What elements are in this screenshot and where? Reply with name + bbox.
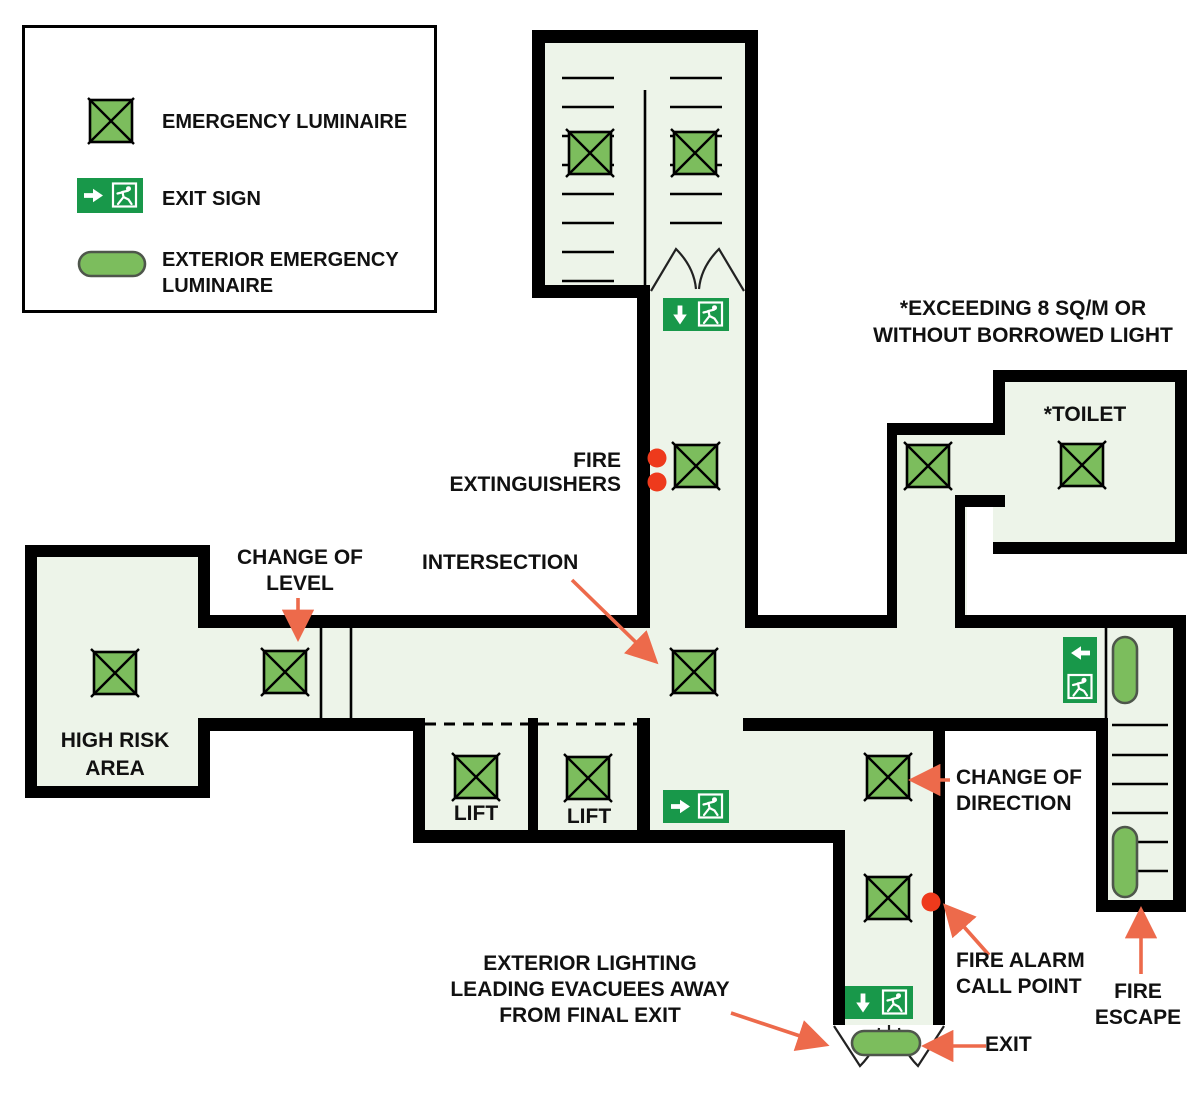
- wall-segment: [1096, 718, 1108, 912]
- emergency-luminaire: [864, 753, 912, 801]
- wall-segment: [532, 30, 545, 298]
- fire-extinguisher-dot: [648, 473, 667, 492]
- emergency-luminaire: [1058, 441, 1106, 489]
- emergency-luminaire: [670, 648, 718, 696]
- exterior-lighting-arrow: [731, 1013, 821, 1043]
- wall-segment: [887, 423, 1005, 435]
- legend-label-emergency-luminaire: EMERGENCY LUMINAIRE: [162, 111, 408, 133]
- label-lift-left: LIFT: [453, 802, 499, 825]
- label-exterior-lighting-line3: FROM FINAL EXIT: [499, 1004, 681, 1027]
- emergency-luminaire: [452, 753, 500, 801]
- wall-segment: [528, 718, 538, 843]
- exit-sign-right: [663, 790, 729, 823]
- exit-sign-left-vertical: [1063, 637, 1097, 703]
- emergency-luminaire: [904, 442, 952, 490]
- label-high-risk-line2: AREA: [85, 757, 145, 780]
- label-exit: EXIT: [985, 1033, 1032, 1056]
- wall-segment: [758, 615, 887, 628]
- exit-sign-down-final: [845, 986, 913, 1019]
- label-exceeding-line1: *EXCEEDING 8 SQ/M OR: [899, 297, 1147, 320]
- label-change-of-direction-line1: CHANGE OF: [956, 766, 1082, 789]
- wall-segment: [955, 495, 1005, 507]
- exit-sign-down: [663, 298, 729, 331]
- wall-segment: [955, 495, 965, 628]
- emergency-luminaire: [261, 648, 309, 696]
- wall-segment: [993, 542, 1187, 554]
- wall-segment: [965, 615, 1186, 628]
- emergency-luminaire: [864, 874, 912, 922]
- wall-segment: [25, 545, 37, 798]
- label-exterior-lighting-line1: EXTERIOR LIGHTING: [483, 952, 697, 975]
- wall-segment: [198, 718, 210, 798]
- wall-segment: [413, 830, 845, 843]
- floor-fire-escape: [1096, 615, 1186, 912]
- emergency-luminaire: [671, 129, 719, 177]
- label-exceeding-line2: WITHOUT BORROWED LIGHT: [873, 324, 1173, 347]
- legend-label-exit-sign: EXIT SIGN: [162, 188, 261, 210]
- wall-segment: [1173, 615, 1186, 912]
- wall-segment: [993, 370, 1187, 382]
- label-fire-extinguishers-line2: EXTINGUISHERS: [449, 473, 621, 496]
- label-exterior-lighting-line2: LEADING EVACUEES AWAY: [450, 978, 730, 1001]
- label-fire-alarm-line2: CALL POINT: [956, 975, 1082, 998]
- wall-segment: [198, 545, 210, 628]
- label-change-of-direction-line2: DIRECTION: [956, 792, 1072, 815]
- label-fire-extinguishers-line1: FIRE: [573, 449, 621, 472]
- floor-main-corridor: [197, 615, 1108, 731]
- label-fire-escape-line1: FIRE: [1114, 980, 1162, 1003]
- emergency-luminaire: [566, 129, 614, 177]
- label-fire-alarm-line1: FIRE ALARM: [956, 949, 1085, 972]
- wall-segment: [25, 545, 210, 557]
- label-change-of-level-line1: CHANGE OF: [237, 546, 363, 569]
- legend-box: [22, 25, 437, 313]
- emergency-luminaire: [672, 442, 720, 490]
- wall-segment: [887, 423, 897, 628]
- exit-sign-icon: [77, 178, 143, 213]
- wall-segment: [833, 830, 845, 1025]
- exterior-emergency-luminaire: [1113, 827, 1137, 897]
- fire-alarm-call-point-dot: [922, 893, 941, 912]
- exterior-emergency-luminaire: [1113, 637, 1137, 703]
- wall-segment: [210, 718, 413, 731]
- label-fire-escape-line2: ESCAPE: [1094, 1006, 1182, 1029]
- emergency-luminaire-icon: [87, 97, 135, 145]
- legend-label-exterior-line1: EXTERIOR EMERGENCY: [162, 249, 399, 271]
- wall-segment: [637, 718, 650, 843]
- wall-segment: [1175, 370, 1187, 554]
- wall-segment: [210, 615, 637, 628]
- legend-label-exterior-line2: LUMINAIRE: [162, 275, 274, 297]
- emergency-luminaire: [564, 754, 612, 802]
- label-change-of-level-line2: LEVEL: [266, 572, 334, 595]
- wall-segment: [1096, 900, 1186, 912]
- exterior-emergency-luminaire: [852, 1031, 920, 1055]
- wall-segment: [745, 30, 758, 628]
- exterior-emergency-luminaire-icon: [77, 250, 147, 278]
- wall-segment: [933, 731, 945, 1025]
- wall-segment: [532, 285, 650, 298]
- wall-segment: [532, 30, 758, 43]
- wall-segment: [743, 718, 1108, 731]
- fire-extinguisher-dot: [648, 449, 667, 468]
- label-intersection: INTERSECTION: [422, 551, 579, 574]
- label-toilet: *TOILET: [1043, 403, 1127, 426]
- label-high-risk-line1: HIGH RISK: [60, 729, 170, 752]
- emergency-luminaire: [91, 649, 139, 697]
- wall-segment: [413, 718, 425, 843]
- wall-segment: [25, 786, 210, 798]
- label-lift-right: LIFT: [566, 805, 612, 828]
